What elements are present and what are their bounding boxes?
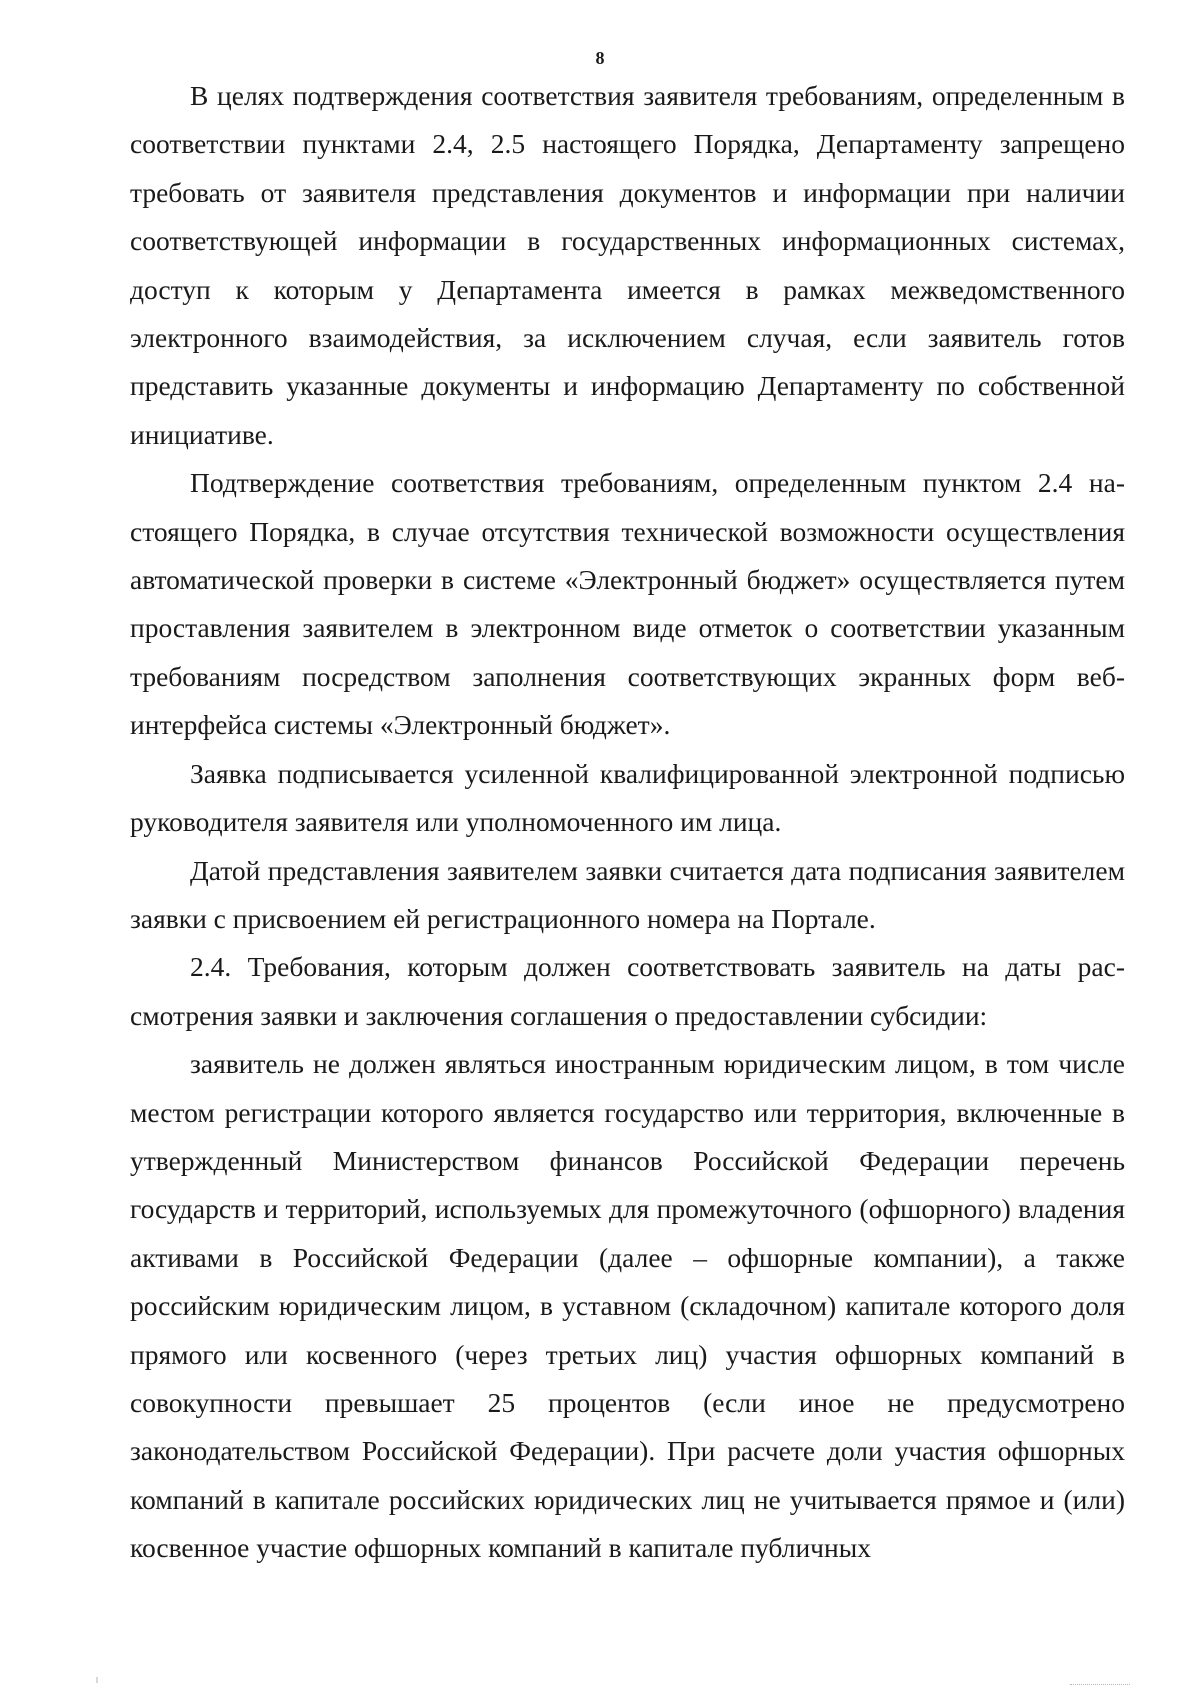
paragraph: заявитель не должен являться иностранным юридическим лицом, в том числе местом регистрации которого является государство или территория, включенные в утвержденный Министерством финансов Российской Федерации перечень государств и территорий, используемых для промежуточного (офшорного) владения активами в Российской Федерации (далее – офшорные компании), а также российским юридическим лицом, в уставном (складочном) капитале которого доля прямого или косвенного (через третьих лиц) участия офшорных компаний в совокупности превышает 25 процентов (если иное не предусмотрено законодательством Российской Федерации). При расчете доли участия офшорных компаний в капитале российских юридических лиц не учитывается прямое и (или) косвенное участие офшорных компаний в капитале публичных xyxy=(130,1048,1125,1564)
scan-artifact xyxy=(1070,1684,1130,1691)
document-body xyxy=(130,72,1125,1573)
scan-artifact xyxy=(96,1677,98,1683)
paragraph: 2.4. Требования, которым должен соответствовать заявитель на даты рассмотрения заявки и заключения соглашения о предоставлении субсидии: xyxy=(130,951,1125,1031)
paragraph: Заявка подписывается усиленной квалифицированной электронной подписью руководителя заявителя или уполномоченного им лица. xyxy=(130,757,1125,838)
paragraph: В целях подтверждения соответствия заявителя требованиям, определенным в соответствии пунктами 2.4, 2.5 настоящего Порядка, Департаменту запрещено требовать от заявителя представления документов и информации при наличии соответствующей информации в государственных информационных системах, доступ к которым у Департамента имеется в рамках межведомственного электронного взаимодействия, за исключением случая, если заявитель готов представить указанные документы и информацию Департаменту по собственной инициативе. xyxy=(130,80,1125,450)
page-number: 8 xyxy=(595,48,605,68)
paragraph: Подтверждение соответствия требованиям, определенным пунктом 2.4 настоящего Порядка, в случае отсутствия технической возможности осуществления автоматической проверки в системе «Электронный бюджет» осуществляется путем проставления заявителем в электронном виде отметок о соответствии указанным требованиям посредством заполнения соответствующих экранных форм веб-интерфейса системы «Электронный бюджет». xyxy=(130,467,1125,741)
paragraph: Датой представления заявителем заявки считается дата подписания заявителем заявки с присвоением ей регистрационного номера на Портале. xyxy=(130,854,1125,934)
